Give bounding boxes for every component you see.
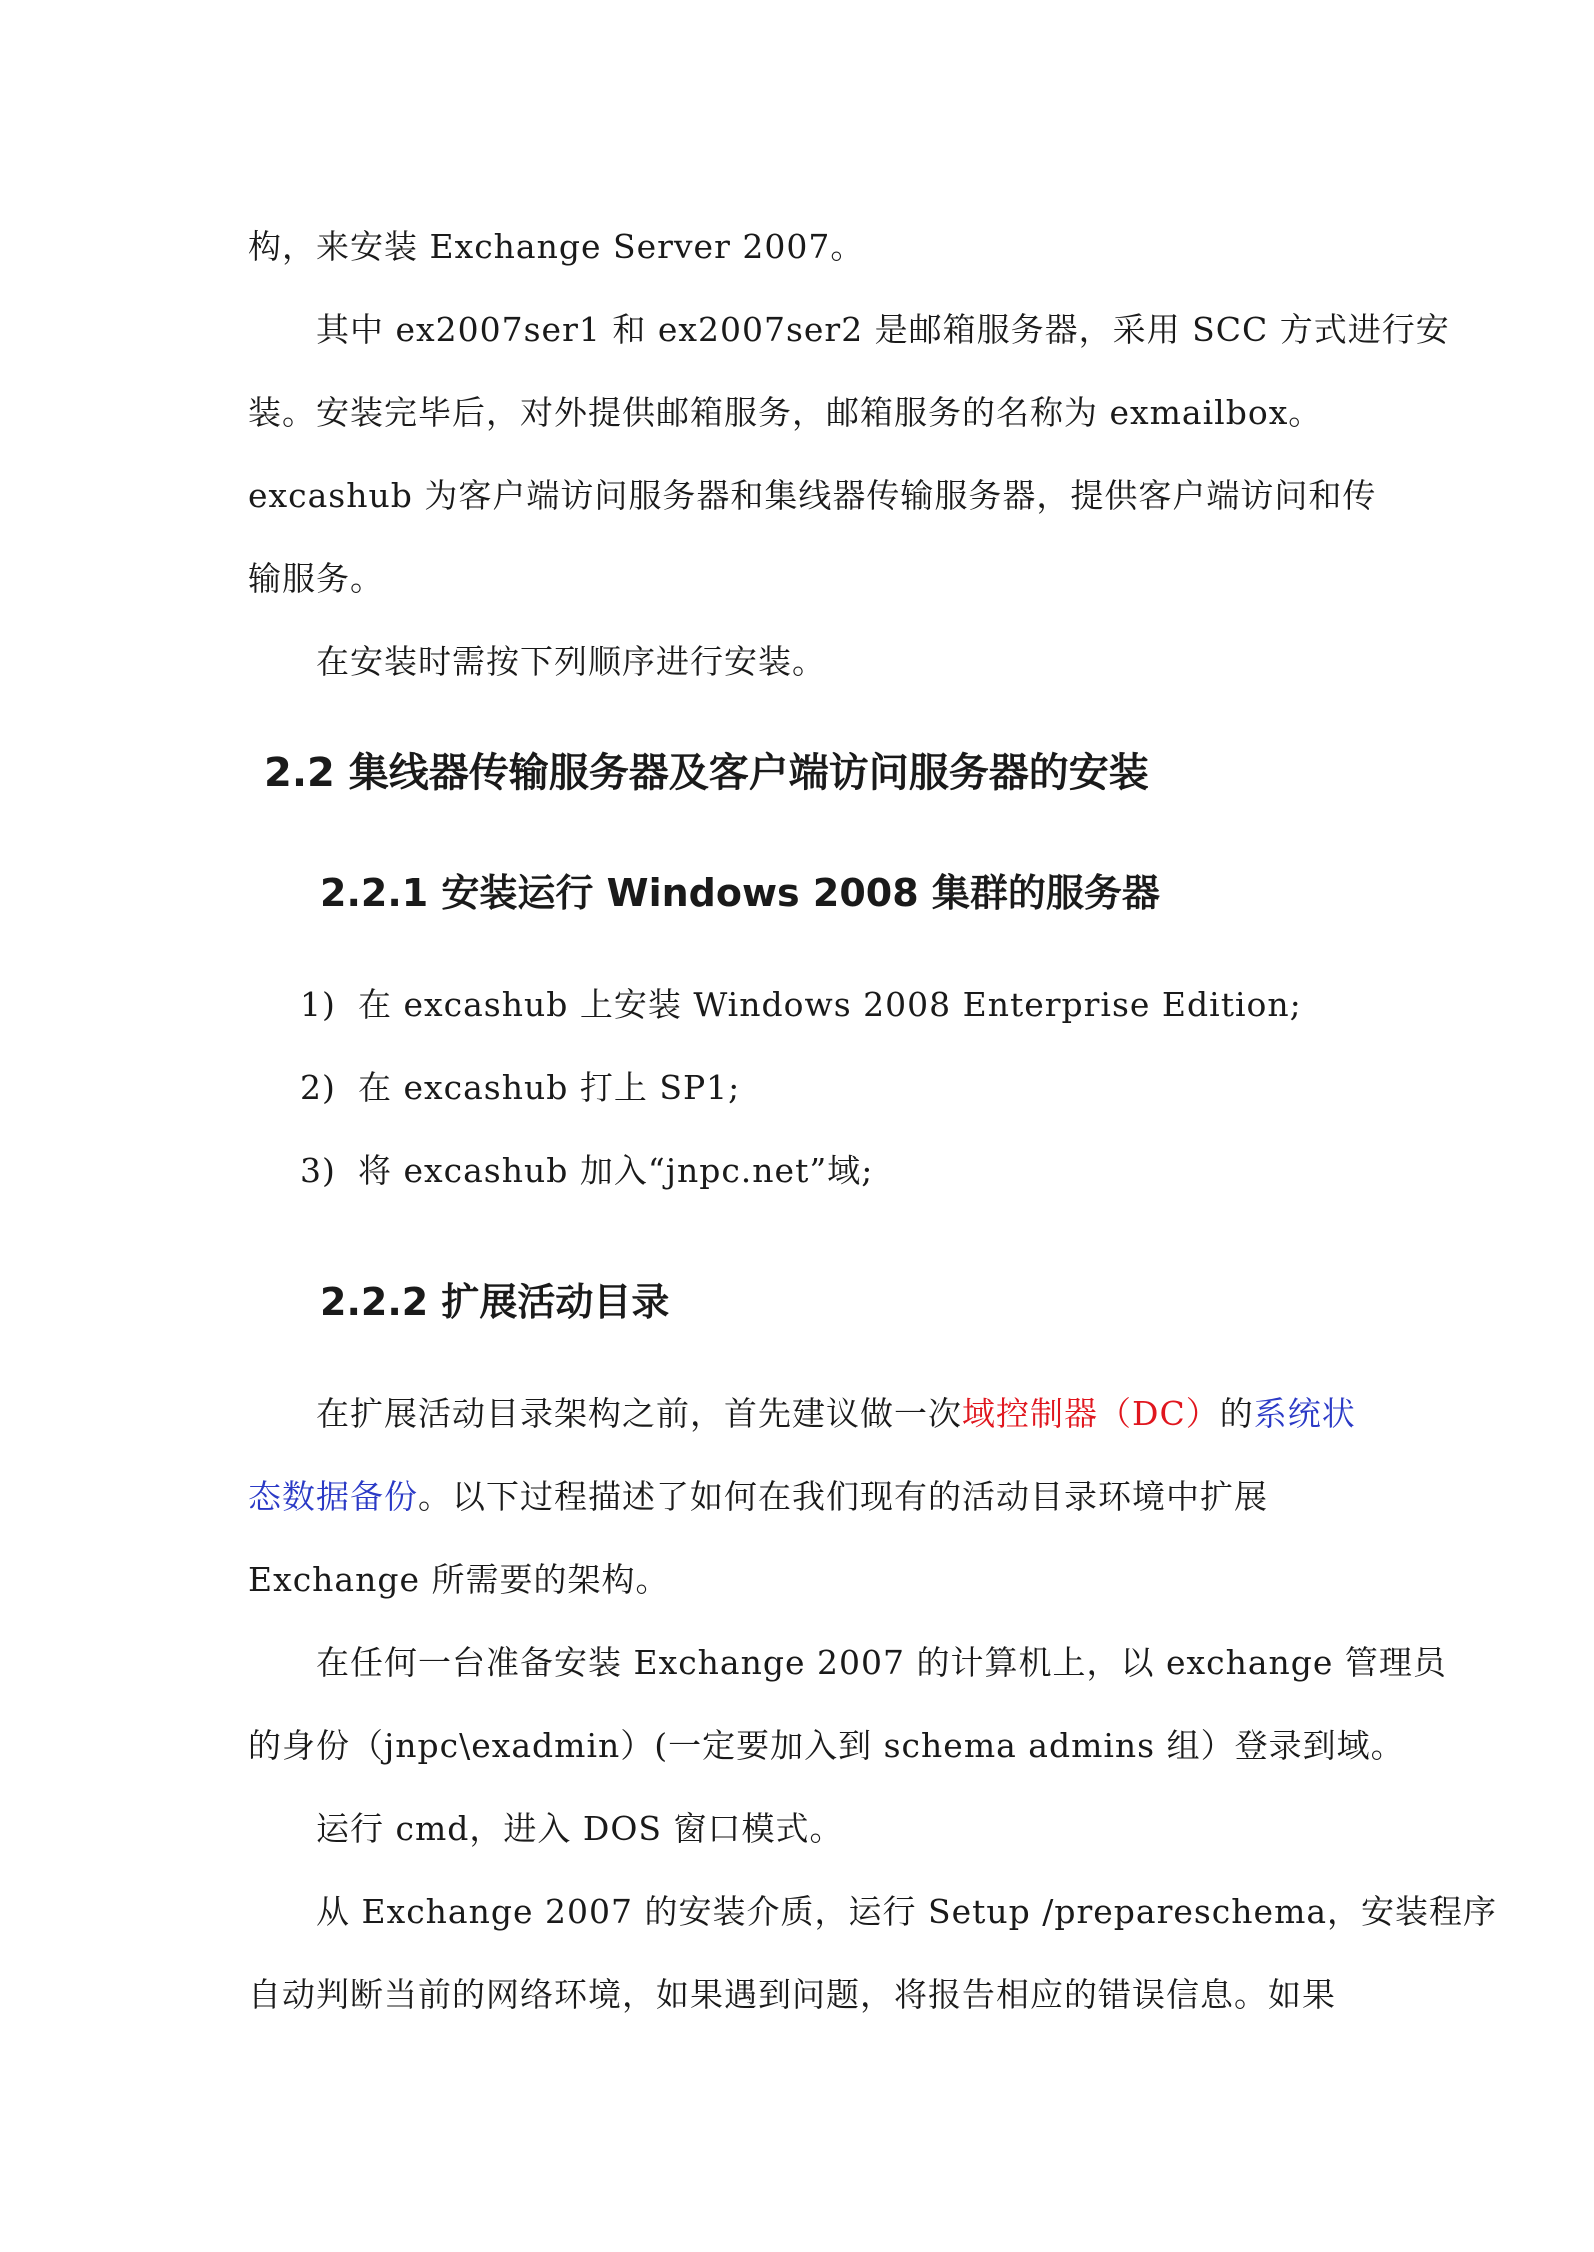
section-2-2-2-para1-line-2 — [248, 1455, 1356, 1538]
system-state-backup-link-part1[interactable]: 系统状 — [1253, 1394, 1356, 1433]
section-2-2-2-para3: 运行 cmd，进入 DOS 窗口模式。 — [316, 1809, 844, 1848]
section-2-2-2-para4-line-2: 自动判断当前的网络环境，如果遇到问题，将报告相应的错误信息。如果 — [248, 1975, 1336, 2014]
section-2-2-2-para1-line-3: Exchange 所需要的架构。 — [248, 1560, 670, 1599]
document-page — [248, 205, 1498, 2036]
system-state-backup-link-part2[interactable]: 态数据备份 — [248, 1477, 418, 1516]
list-item — [248, 1129, 1356, 1212]
list-item-text: 将 excashub 加入“jnpc.net”域; — [358, 1151, 874, 1190]
domain-controller-link[interactable]: 域控制器（DC） — [962, 1394, 1220, 1433]
section-2-2-heading: 2.2 集线器传输服务器及客户端访问服务器的安装 — [264, 750, 1149, 796]
list-item-number: 2) — [300, 1068, 336, 1107]
para1-text-b: 的 — [1219, 1394, 1254, 1433]
para1-text-a: 在扩展活动目录架构之前，首先建议做一次 — [316, 1394, 962, 1433]
section-2-2-2-para1-line-1 — [248, 1372, 1356, 1455]
list-item-number: 1) — [300, 985, 336, 1024]
intro-para3: 在安装时需按下列顺序进行安装。 — [316, 642, 826, 681]
list-item-text: 在 excashub 打上 SP1; — [358, 1068, 741, 1107]
list-item-number: 3) — [300, 1151, 336, 1190]
intro-para2-line-3: excashub 为客户端访问服务器和集线器传输服务器，提供客户端访问和传 — [248, 476, 1377, 515]
intro-para2-line-1: 其中 ex2007ser1 和 ex2007ser2 是邮箱服务器，采用 SCC 方式进行安 — [316, 310, 1450, 349]
section-2-2-1-heading: 2.2.1 安装运行 Windows 2008 集群的服务器 — [320, 871, 1160, 915]
section-2-2-2-heading: 2.2.2 扩展活动目录 — [320, 1280, 670, 1324]
section-2-2-2-para2-line-1: 在任何一台准备安装 Exchange 2007 的计算机上，以 exchange 管理员 — [316, 1643, 1447, 1682]
para1-text-c: 。以下过程描述了如何在我们现有的活动目录环境中扩展 — [418, 1477, 1268, 1516]
install-steps-list — [248, 963, 1356, 1212]
section-2-2-2-para4-line-1: 从 Exchange 2007 的安装介质，运行 Setup /prepareschema，安装程序 — [316, 1892, 1498, 1931]
list-item — [248, 1046, 1356, 1129]
list-item — [248, 963, 1356, 1046]
list-item-text: 在 excashub 上安装 Windows 2008 Enterprise Edition; — [358, 985, 1302, 1024]
intro-para2-line-4: 输服务。 — [248, 559, 384, 598]
section-2-2-2-para2-line-2: 的身份（jnpc\exadmin）(一定要加入到 schema admins 组）登录到域。 — [248, 1726, 1405, 1765]
intro-para2-line-2: 装。安装完毕后，对外提供邮箱服务，邮箱服务的名称为 exmailbox。 — [248, 393, 1323, 432]
intro-line-1: 构，来安装 Exchange Server 2007。 — [248, 227, 865, 266]
